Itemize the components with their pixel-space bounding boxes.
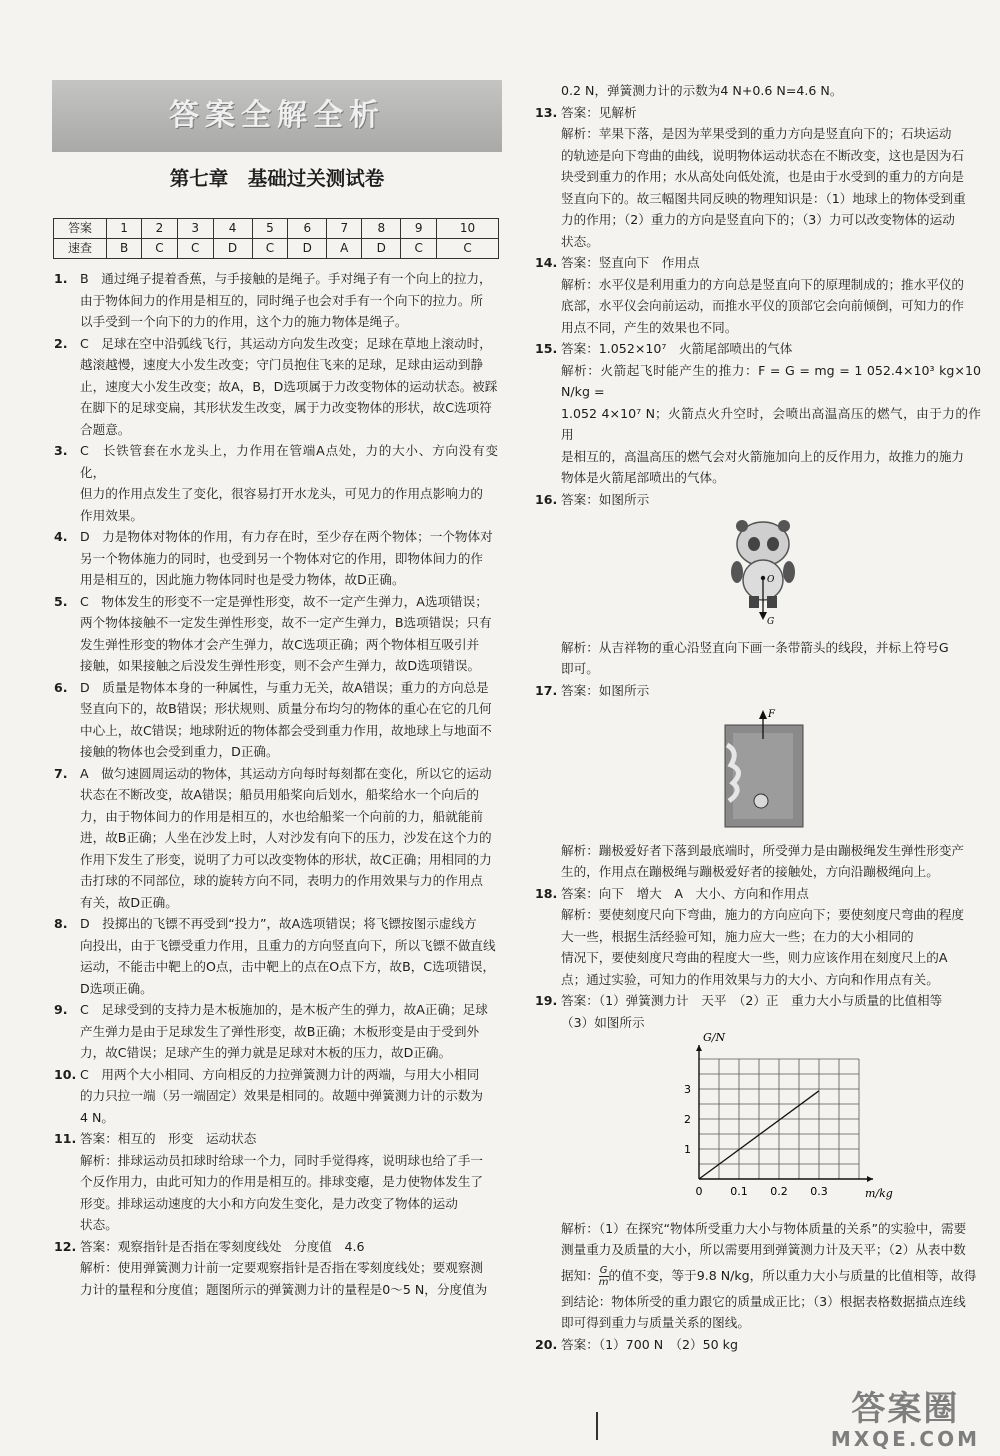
text-line: 合题意。	[80, 421, 131, 437]
answer-table	[53, 218, 499, 259]
answer-item	[54, 913, 498, 999]
right-column	[535, 80, 981, 1355]
table-cell: A	[327, 239, 362, 259]
text-line: 解析：排球运动员扣球时给球一个力，同时手觉得疼，说明球也给了手一	[80, 1152, 483, 1168]
item-number: 20.	[535, 1336, 558, 1352]
text-line: 两个物体接触不一定发生弹性形变，故不一定产生弹力，B选项错误；只有	[80, 615, 492, 630]
text-line: 另一个物体施力的同时，也受到另一个物体对它的作用，即物体间力的作	[80, 550, 483, 566]
text-line: 点；通过实验，可知力的作用效果与力的大小、方向和作用点有关。	[561, 971, 939, 987]
x-axis-arrow	[867, 1176, 873, 1182]
text-line: 答案：见解析	[561, 104, 637, 120]
text-line: 进，故B正确；人坐在沙发上时，人对沙发有向下的压力，沙发在这个力的	[80, 830, 492, 845]
text-line: 答案：向下 增大 A 大小、方向和作用点	[561, 885, 809, 901]
text-line: 答案：1.052×10⁷ 火箭尾部喷出的气体	[561, 341, 793, 356]
text-line: 力计的量程和分度值；题图所示的弹簧测力计的量程是0～5 N，分度值为	[80, 1281, 488, 1297]
text-line: 状态。	[561, 233, 599, 249]
text-line: 止，速度大小发生改变；故A，B，D选项属于力改变物体的运动状态。被踩	[80, 378, 498, 394]
y-tick-label: 2	[684, 1113, 691, 1126]
text-line: 有关，故D正确。	[80, 894, 178, 910]
text-line: 物体是火箭尾部喷出的气体。	[561, 470, 725, 485]
figure-17	[719, 705, 981, 836]
table-cell: C	[437, 239, 499, 259]
item-number: 15.	[535, 341, 558, 356]
answer-item	[54, 1064, 498, 1129]
item-number: 5.	[54, 593, 68, 609]
text-line: D 力是物体对物体的作用，有力存在时，至少存在两个物体；一个物体对	[80, 529, 493, 544]
item-number: 13.	[535, 104, 558, 120]
text-line: 4 N。	[80, 1109, 115, 1125]
item-number: 1.	[54, 271, 68, 286]
table-cell: D	[213, 239, 252, 259]
text-line: 解析：（1）在探究“物体所受重力大小与物体质量的关系”的实验中，需要	[561, 1220, 967, 1236]
text-line: 状态。	[80, 1217, 118, 1232]
text-line: 状态在不断改变，故A错误；船员用船桨向后划水，船桨给水一个向后的	[80, 787, 480, 802]
item-number: 19.	[535, 993, 558, 1008]
text-line: 但力的作用点发生了变化，很容易打开水龙头，可见力的作用点影响力的	[80, 486, 483, 501]
y-tick-label: 3	[684, 1083, 691, 1096]
text-line: 解析：从吉祥物的重心沿竖直向下画一条带箭头的线段，并标上符号G	[561, 639, 949, 655]
item-12-continued	[535, 80, 981, 102]
answer-item	[535, 252, 981, 338]
left-column	[54, 268, 498, 1300]
item-number: 8.	[54, 916, 68, 931]
table-cell: 5	[252, 219, 288, 239]
text-line: 大一些，根据生活经验可知，施力应大一些；在力的大小相同的	[561, 928, 914, 944]
text-line: 的轨迹是向下弯曲的曲线，说明物体运动状态在不断改变，这也是因为石	[561, 147, 964, 163]
item-number: 4.	[54, 529, 68, 544]
text-line: C 物体发生的形变不一定是弹性形变，故不一定产生弹力，A选项错误；	[80, 593, 488, 609]
table-cell: C	[177, 239, 213, 259]
text-line: 答案：如图所示	[561, 491, 650, 507]
chapter-title: 第七章 基础过关测试卷	[169, 167, 385, 190]
x-tick-label: 0	[695, 1185, 703, 1198]
text-fragment: 据知：	[561, 1267, 599, 1283]
answer-item	[535, 990, 981, 1033]
answer-item	[54, 677, 498, 763]
text-line: 力，由于物体间力的作用是相互的，水也给船桨一个向前的力，船就能前	[80, 808, 483, 824]
text-line: 接触的物体也会受到重力，D正确。	[80, 744, 279, 759]
item-number: 3.	[54, 443, 68, 458]
fraction-denominator: m	[598, 1276, 609, 1288]
table-cell: C	[252, 239, 288, 259]
text-line: 形变。排球运动速度的大小和方向发生变化，是力改变了物体的运动	[80, 1195, 458, 1211]
text-line: 即可。	[561, 661, 599, 676]
label-g: G	[767, 617, 775, 627]
text-line: 作用效果。	[80, 507, 143, 523]
x-tick-label: 0.2	[770, 1185, 788, 1198]
answer-item	[54, 591, 498, 677]
watermark-logo	[831, 1390, 980, 1450]
text-line: 的力只拉一端（另一端固定）效果是相同的。故题中弹簧测力计的示数为	[80, 1088, 483, 1103]
table-cell: 6	[288, 219, 327, 239]
text-line: C 用两个大小相同、方向相反的力拉弹簧测力计的两端，与用大小相同	[80, 1066, 480, 1082]
text-line: 力，故C错误；足球产生的弹力就是足球对木板的压力，故D正确。	[80, 1045, 452, 1060]
text-line: 答案：（1）700 N （2）50 kg	[561, 1336, 738, 1352]
text-line: 解析：使用弹簧测力计前一定要观察指针是否指在零刻度线处；要观察测	[80, 1260, 483, 1275]
text-line: 击打球的不同部位，球的旋转方向不同，表明力的作用效果与力的作用点	[80, 873, 483, 888]
y-axis-arrow	[696, 1045, 702, 1051]
item-number: 14.	[535, 255, 558, 270]
table-cell: D	[288, 239, 327, 259]
text-line: 越滚越慢，速度大小发生改变；守门员抱住飞来的足球，足球由运动到静	[80, 357, 483, 372]
text-line: （3）如图所示	[561, 1014, 645, 1030]
text-line: 解析：要使刻度尺向下弯曲，施力的方向应向下；要使刻度尺弯曲的程度	[561, 907, 964, 922]
table-cell: B	[107, 239, 142, 259]
fraction-numerator: G	[599, 1264, 608, 1276]
y-axis-label: G/N	[703, 1031, 726, 1044]
text-line: D 质量是物体本身的一种属性，与重力无关，故A错误；重力的方向总是	[80, 679, 489, 695]
table-cell: 1	[107, 219, 142, 239]
text-line: 个反作用力，由此可知力的作用是相互的。排球变瘪，是力使物体发生了	[80, 1174, 483, 1189]
table-cell: 2	[142, 219, 178, 239]
text-line: 发生弹性形变的物体才会产生弹力，故C选项正确；两个物体相互吸引并	[80, 636, 480, 652]
answer-item	[535, 489, 981, 511]
item-number: 11.	[54, 1131, 77, 1146]
text-line: C 长铁管套在水龙头上，力作用在管端A点处，力的大小、方向没有变化，	[80, 443, 498, 480]
label-f: F	[768, 709, 775, 720]
item-20	[535, 1334, 981, 1356]
x-axis-label: m/kg	[865, 1187, 893, 1200]
answer-item	[54, 763, 498, 914]
text-line: A 做匀速圆周运动的物体，其运动方向每时每刻都在变化，所以它的运动	[80, 765, 492, 781]
answer-item	[54, 1236, 498, 1301]
answer-item	[535, 680, 981, 702]
text-line: B 通过绳子提着香蕉，与手接触的是绳子。手对绳子有一个向上的拉力，	[80, 271, 492, 286]
table-label: 答案	[54, 219, 107, 239]
answer-item	[535, 102, 981, 253]
gravity-mass-chart	[659, 1031, 893, 1207]
x-tick-label: 0.1	[730, 1185, 748, 1198]
item-number: 12.	[54, 1238, 77, 1254]
table-label: 速查	[54, 239, 107, 259]
text-line: 测量重力及质量的大小，所以需要用到弹簧测力计及天平；（2）从表中数	[561, 1242, 966, 1257]
table-cell: C	[401, 239, 437, 259]
text-line: 在脚下的足球变扁，其形状发生改变，属于力改变物体的形状，故C选项符	[80, 400, 492, 415]
text-line: 中心上，故C错误；地球附近的物体都会受到重力作用，故地球上与地面不	[80, 722, 492, 738]
table-cell: 3	[177, 219, 213, 239]
fraction-g-over-m	[599, 1265, 609, 1288]
page-divider-mark	[596, 1412, 598, 1440]
label-o: O	[767, 575, 775, 585]
answer-item	[54, 999, 498, 1064]
item-number: 7.	[54, 765, 68, 781]
table-cell: 10	[437, 219, 499, 239]
text-line: 解析：蹦极爱好者下落到最底端时，所受弹力是由蹦极绳发生弹性形变产	[561, 842, 964, 858]
text-line: 产生弹力是由于足球发生了弹性形变，故B正确；木板形变是由于受到外	[80, 1023, 480, 1039]
text-line	[561, 1261, 981, 1291]
bungee-figure	[719, 705, 809, 829]
answer-table-row-numbers	[54, 219, 499, 239]
table-cell: D	[362, 239, 401, 259]
banner-title: 答案全解全析	[169, 98, 385, 134]
watermark-url: MXQE.COM	[830, 1427, 980, 1451]
text-line: 即可得到重力与质量关系的图线。	[561, 1315, 750, 1330]
answer-item	[535, 338, 981, 489]
item-number: 18.	[535, 885, 558, 901]
table-cell: 9	[401, 219, 437, 239]
text-line: 解析：水平仪是利用重力的方向总是竖直向下的原理制成的；推水平仪的	[561, 276, 964, 292]
text-line: 用点不同，产生的效果也不同。	[561, 319, 738, 335]
text-line: 答案：观察指针是否指在零刻度线处 分度值 4.6	[80, 1238, 365, 1254]
table-cell: 4	[213, 219, 252, 239]
item-number: 9.	[54, 1002, 68, 1017]
text-line: 是相互的，高温高压的燃气会对火箭施加向上的反作用力，故推力的施力	[561, 448, 964, 464]
text-line: 生的，作用点在蹦极绳与蹦极爱好者的接触处，方向沿蹦极绳向上。	[561, 864, 939, 879]
text-line: 作用下发生了形变，说明了力可以改变物体的形状，故C正确；用相同的力	[80, 851, 492, 867]
text-line: D 投掷出的飞镖不再受到“投力”，故A选项错误；将飞镖按图示虚线方	[80, 916, 477, 931]
y-tick-label: 1	[684, 1143, 691, 1156]
item-19-analysis	[535, 1218, 981, 1334]
answer-item	[54, 1128, 498, 1236]
table-cell: 7	[327, 219, 362, 239]
table-cell: 8	[362, 219, 401, 239]
text-line: 0.2 N，弹簧测力计的示数为4 N+0.6 N=4.6 N。	[561, 83, 843, 98]
text-line: 到结论：物体所受的重力跟它的质量成正比；（3）根据表格数据描点连线	[561, 1293, 966, 1309]
text-line: 答案：如图所示	[561, 682, 650, 698]
x-tick-label: 0.3	[810, 1185, 828, 1198]
text-line: 1.052 4×10⁷ N；火箭点火升空时，会喷出高温高压的燃气，由于力的作用	[561, 405, 981, 442]
item-number: 6.	[54, 679, 68, 695]
mascot-figure	[721, 514, 807, 626]
answer-item	[535, 840, 981, 883]
answer-item	[54, 333, 498, 441]
item-number: 17.	[535, 682, 558, 698]
figure-19-chart	[659, 1031, 981, 1214]
answer-item	[54, 440, 498, 526]
text-line: C 足球在空中沿弧线飞行，其运动方向发生改变；足球在草地上滚动时，	[80, 335, 492, 351]
text-line: 用是相互的，因此施力物体同时也是受力物体，故D正确。	[80, 572, 405, 587]
text-fragment: 的值不变，等于9.8 N/kg，所以重力大小与质量的比值相等，故得	[608, 1267, 977, 1283]
text-line: 情况下，要使刻度尺弯曲的程度大一些，则力应该作用在刻度尺上的A	[561, 950, 948, 965]
text-line: 接触，如果接触之后没发生弹性形变，则不会产生弹力，故D选项错误。	[80, 658, 481, 673]
text-line: 解析：苹果下落，是因为苹果受到的重力方向是竖直向下的；石块运动	[561, 126, 952, 141]
watermark-title: 答案圈	[851, 1389, 960, 1429]
table-cell: C	[142, 239, 178, 259]
text-line: C 足球受到的支持力是木板施加的，是木板产生的弹力，故A正确；足球	[80, 1002, 488, 1017]
answer-item	[54, 268, 498, 333]
answer-table-row-answers	[54, 239, 499, 259]
text-line: 解析：火箭起飞时能产生的推力：F = G = mg = 1 052.4×10³ kg×10 N/kg =	[561, 362, 981, 399]
text-line: 答案：相互的 形变 运动状态	[80, 1131, 257, 1146]
answer-item	[54, 526, 498, 591]
text-line: 以手受到一个向下的力的作用，这个力的施力物体是绳子。	[80, 314, 408, 329]
text-line: 竖直向下的，故B错误；形状规则、质量分布均匀的物体的重心在它的几何	[80, 701, 492, 716]
text-line: 底部，水平仪会向前运动，而推水平仪的顶部它会向前倾倒，可知力的作	[561, 298, 964, 313]
text-line: 答案：（1）弹簧测力计 天平 （2）正 重力大小与质量的比值相等	[561, 993, 943, 1008]
text-line: 力的作用；（2）重力的方向是竖直向下的；（3）力可以改变物体的运动	[561, 212, 955, 227]
answer-item	[535, 883, 981, 991]
item-number: 16.	[535, 491, 558, 507]
text-line: 向投出，由于飞镖受重力作用，且重力的方向竖直向下，所以飞镖不做直线	[80, 937, 496, 953]
answer-title-banner	[52, 80, 502, 152]
figure-16	[721, 514, 981, 633]
text-line: 答案：竖直向下 作用点	[561, 255, 700, 270]
item-number: 2.	[54, 335, 68, 351]
item-number: 10.	[54, 1066, 77, 1082]
text-line: 块受到重力的作用；水从高处向低处流，也是由于水受到的重力的方向是	[561, 169, 964, 184]
text-line: 由于物体间力的作用是相互的，同时绳子也会对手有一个向下的拉力。所	[80, 292, 483, 308]
text-line: D选项正确。	[80, 980, 153, 996]
text-line: 运动，不能击中靶上的O点，击中靶上的点在O点下方，故B，C选项错误，	[80, 959, 496, 974]
text-line: 竖直向下的。故三幅图共同反映的物理知识是：（1）地球上的物体受到重	[561, 190, 966, 206]
answer-item	[535, 637, 981, 680]
